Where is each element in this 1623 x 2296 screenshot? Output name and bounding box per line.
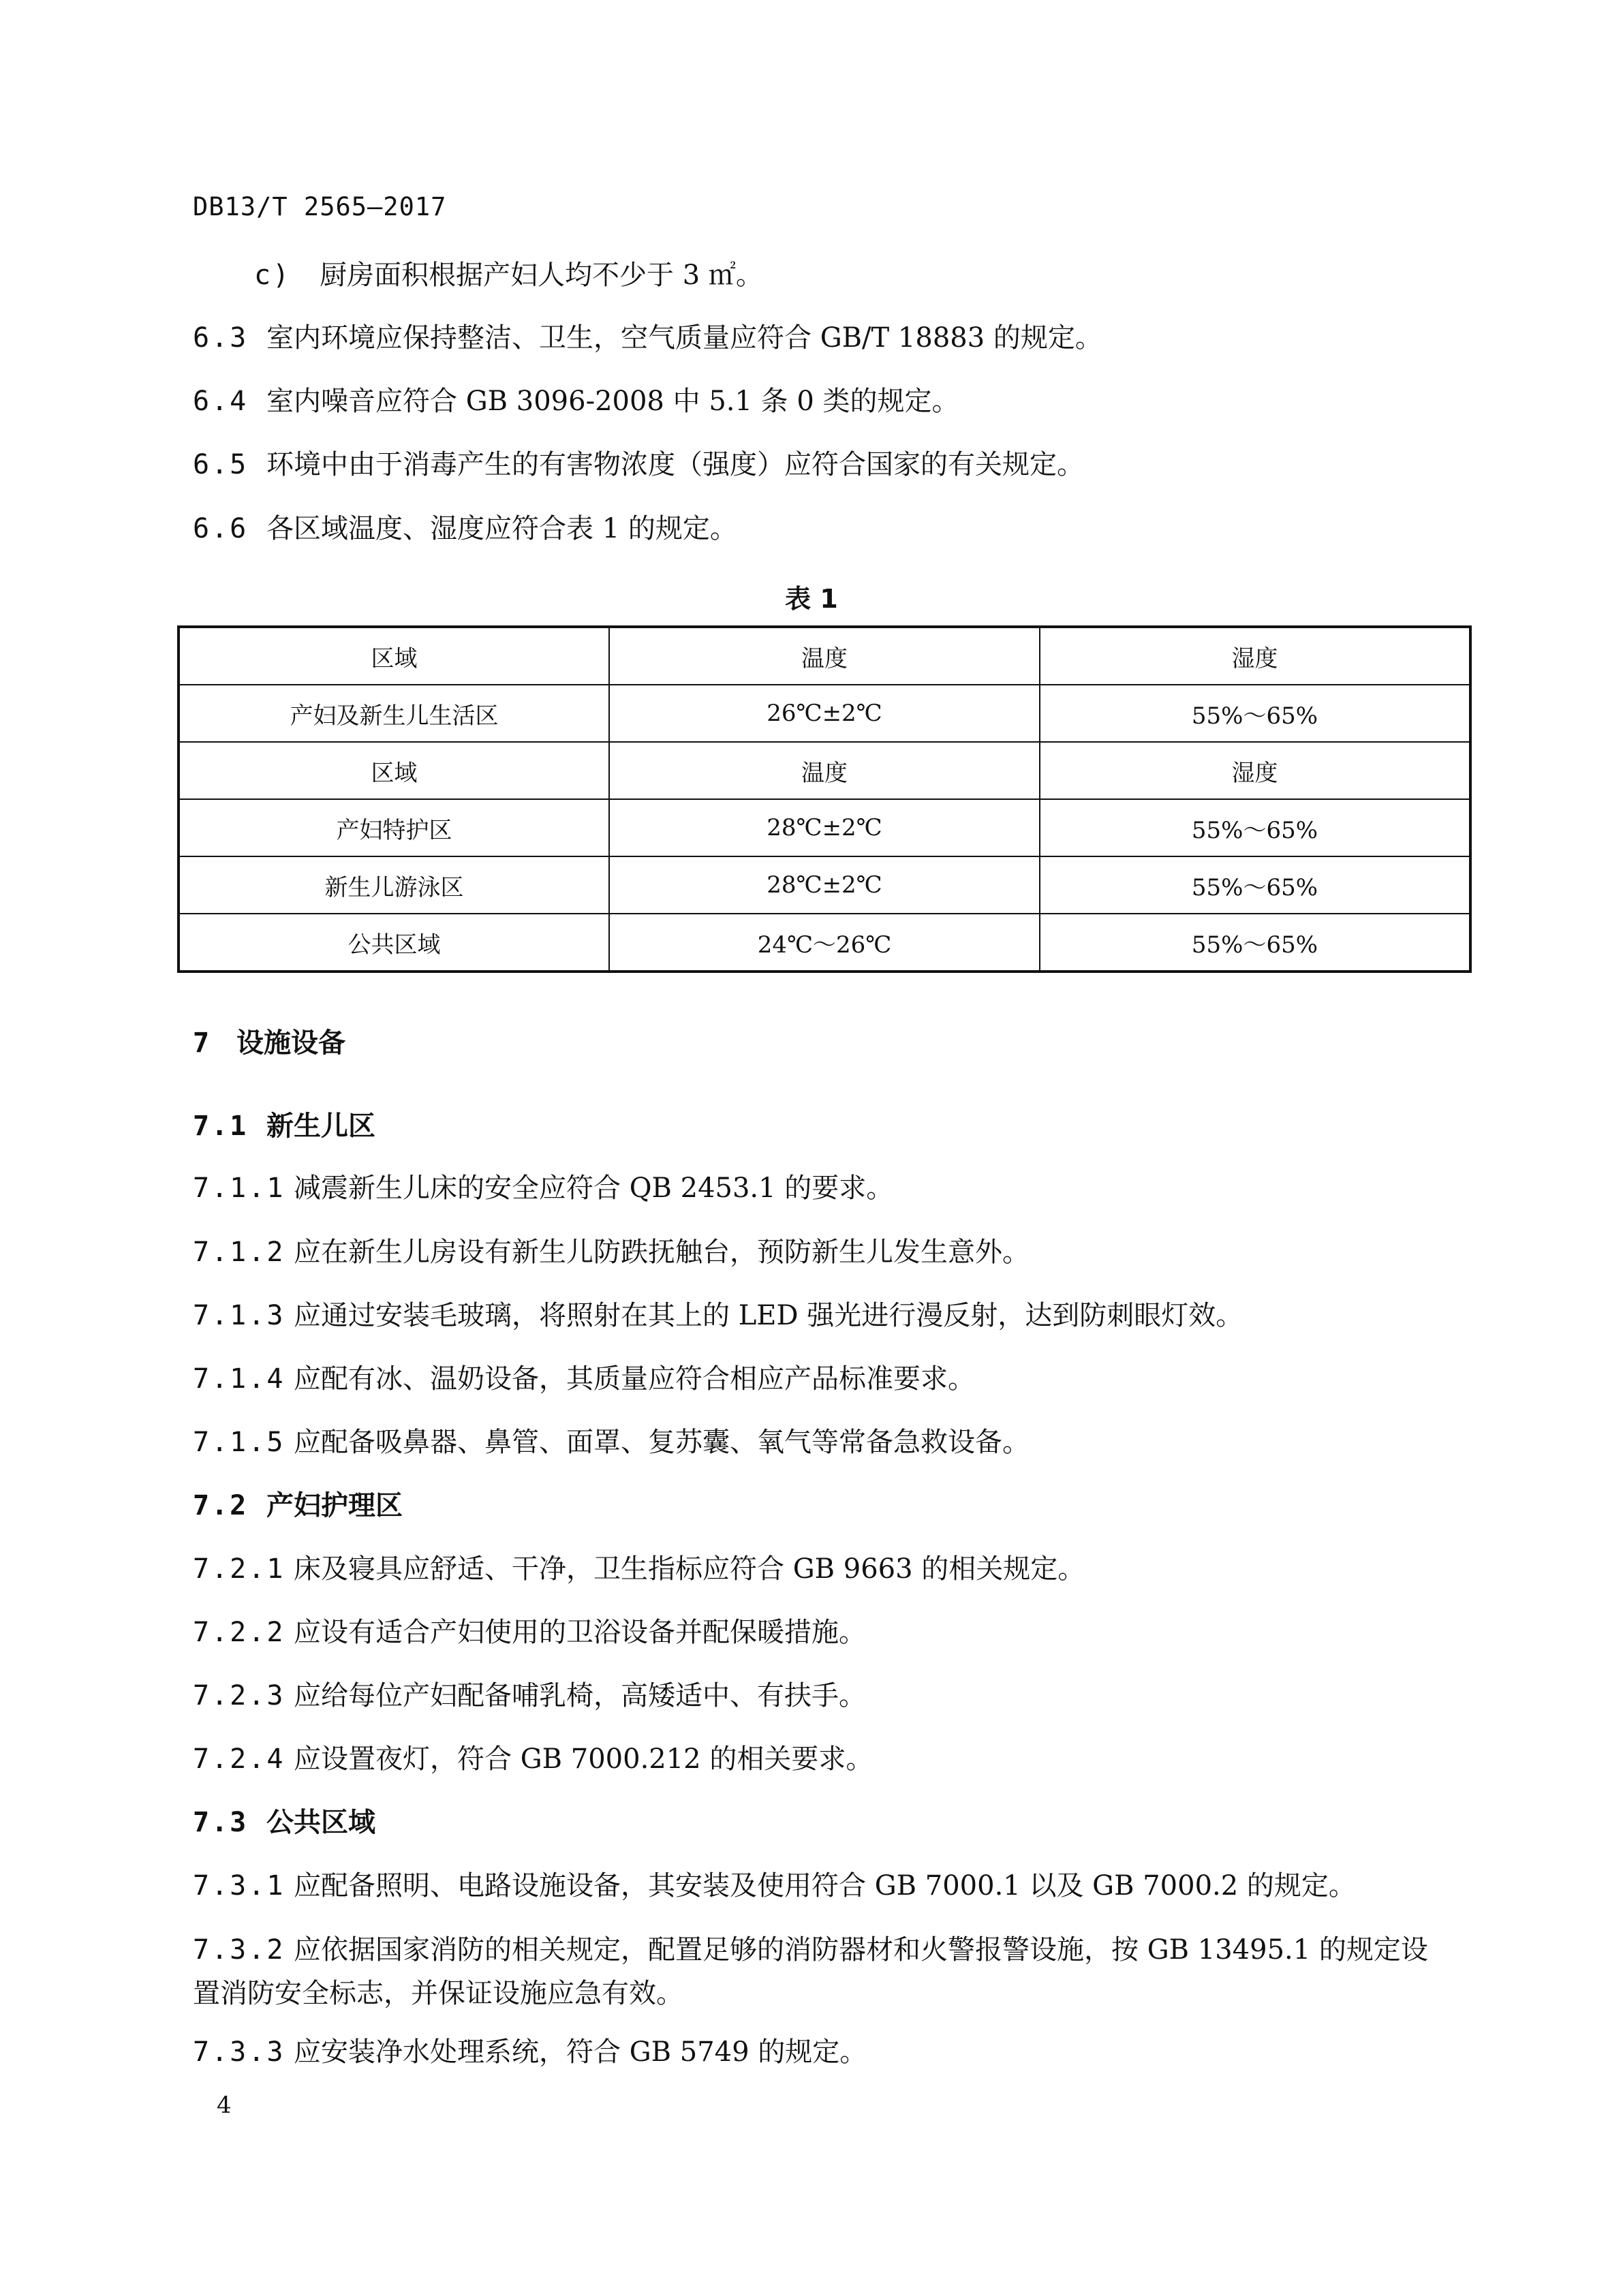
clause-number: 7.1.3 bbox=[193, 1300, 285, 1331]
page-number: 4 bbox=[217, 2092, 232, 2119]
clause-6-6 bbox=[193, 511, 737, 546]
clause-6-5 bbox=[193, 447, 1084, 482]
table-cell: 新生儿游泳区 bbox=[179, 856, 609, 914]
clause-number: 7.3.3 bbox=[193, 2036, 285, 2068]
clause-number: 7.2.2 bbox=[193, 1617, 285, 1648]
clause-number: 7.1.5 bbox=[193, 1427, 285, 1458]
table-row bbox=[179, 914, 1470, 972]
clause-7-1-4 bbox=[193, 1361, 975, 1397]
clause-number: 6.4 bbox=[193, 386, 249, 417]
clause-7-3-3 bbox=[193, 2034, 867, 2070]
clause-7-2-1 bbox=[193, 1551, 1085, 1587]
clause-text: 环境中由于消毒产生的有害物浓度（强度）应符合国家的有关规定。 bbox=[266, 449, 1084, 480]
clause-number: 6.3 bbox=[193, 322, 249, 354]
clause-text: 应依据国家消防的相关规定，配置足够的消防器材和火警报警设施，按 GB 13495.1 的规定设置消防安全标志，并保证设施应急有效。 bbox=[193, 1934, 1428, 2009]
clause-number: 7.1.1 bbox=[193, 1173, 285, 1204]
item-text: 厨房面积根据产妇人均不少于 3 ㎡。 bbox=[320, 260, 763, 291]
table-cell: 55%～65% bbox=[1040, 685, 1470, 742]
clause-text: 应配备吸鼻器、鼻管、面罩、复苏囊、氧气等常备急救设备。 bbox=[294, 1427, 1030, 1458]
table-row bbox=[179, 799, 1470, 856]
clause-number: 7.3.2 bbox=[193, 1934, 285, 1966]
table-cell: 区域 bbox=[179, 742, 609, 799]
environment-table bbox=[177, 625, 1472, 973]
clause-text: 应设置夜灯，符合 GB 7000.212 的相关要求。 bbox=[294, 1743, 874, 1775]
subsection-title: 新生儿区 bbox=[266, 1111, 375, 1142]
list-item bbox=[254, 258, 763, 293]
table-cell: 湿度 bbox=[1040, 627, 1470, 685]
standard-code: DB13/T 2565—2017 bbox=[193, 192, 447, 221]
table-cell: 温度 bbox=[609, 627, 1040, 685]
clause-7-3-1 bbox=[193, 1868, 1356, 1904]
section-number: 7 bbox=[193, 1027, 212, 1059]
table-cell: 28℃±2℃ bbox=[609, 856, 1040, 914]
table-cell: 产妇及新生儿生活区 bbox=[179, 685, 609, 742]
table-cell: 55%～65% bbox=[1040, 914, 1470, 972]
table-cell: 温度 bbox=[609, 742, 1040, 799]
table-cell: 公共区域 bbox=[179, 914, 609, 972]
clause-number: 7.2.1 bbox=[193, 1553, 285, 1585]
clause-6-3 bbox=[193, 320, 1102, 356]
table-cell: 24℃～26℃ bbox=[609, 914, 1040, 972]
clause-7-2-2 bbox=[193, 1615, 866, 1650]
clause-number: 6.6 bbox=[193, 513, 249, 544]
clause-number: 7.1.4 bbox=[193, 1363, 285, 1395]
clause-7-2-3 bbox=[193, 1678, 866, 1713]
table-cell: 26℃±2℃ bbox=[609, 685, 1040, 742]
subsection-heading bbox=[193, 1488, 403, 1523]
clause-7-1-2 bbox=[193, 1235, 1030, 1270]
clause-text: 应在新生儿房设有新生儿防跌抚触台，预防新生儿发生意外。 bbox=[294, 1237, 1030, 1268]
item-number: c) bbox=[254, 260, 292, 291]
subsection-heading bbox=[193, 1805, 375, 1840]
clause-text: 室内噪音应符合 GB 3096-2008 中 5.1 条 0 类的规定。 bbox=[266, 386, 959, 417]
clause-text: 室内环境应保持整洁、卫生，空气质量应符合 GB/T 18883 的规定。 bbox=[266, 322, 1102, 354]
subsection-number: 7.3 bbox=[193, 1807, 249, 1838]
subsection-heading bbox=[193, 1108, 375, 1144]
table-row bbox=[179, 742, 1470, 799]
subsection-number: 7.2 bbox=[193, 1490, 249, 1521]
table-title: 表 1 bbox=[785, 584, 838, 614]
clause-number: 7.2.4 bbox=[193, 1743, 285, 1775]
clause-number: 7.2.3 bbox=[193, 1680, 285, 1711]
subsection-title: 公共区域 bbox=[266, 1807, 375, 1838]
subsection-number: 7.1 bbox=[193, 1111, 249, 1142]
clause-7-2-4 bbox=[193, 1741, 873, 1777]
clause-number: 6.5 bbox=[193, 449, 249, 480]
clause-text: 床及寝具应舒适、干净，卫生指标应符合 GB 9663 的相关规定。 bbox=[294, 1553, 1085, 1585]
table-cell: 区域 bbox=[179, 627, 609, 685]
clause-text: 应给每位产妇配备哺乳椅，高矮适中、有扶手。 bbox=[294, 1680, 866, 1711]
clause-number: 7.1.2 bbox=[193, 1237, 285, 1268]
clause-text: 应配备照明、电路设施设备，其安装及使用符合 GB 7000.1 以及 GB 7000.2 的规定。 bbox=[294, 1870, 1356, 1902]
clause-text: 各区域温度、湿度应符合表 1 的规定。 bbox=[266, 513, 737, 544]
table-cell: 湿度 bbox=[1040, 742, 1470, 799]
clause-7-1-3 bbox=[193, 1298, 1243, 1333]
clause-text: 应设有适合产妇使用的卫浴设备并配保暖措施。 bbox=[294, 1617, 866, 1648]
table-row bbox=[179, 627, 1470, 685]
clause-7-3-2 bbox=[193, 1928, 1440, 2015]
table-cell: 产妇特护区 bbox=[179, 799, 609, 856]
clause-number: 7.3.1 bbox=[193, 1870, 285, 1902]
clause-6-4 bbox=[193, 384, 959, 419]
clause-7-1-5 bbox=[193, 1425, 1030, 1460]
clause-text: 应安装净水处理系统，符合 GB 5749 的规定。 bbox=[294, 2036, 867, 2068]
table-row bbox=[179, 685, 1470, 742]
clause-7-1-1 bbox=[193, 1170, 893, 1206]
section-title: 设施设备 bbox=[236, 1027, 345, 1059]
subsection-title: 产妇护理区 bbox=[266, 1490, 403, 1521]
table-cell: 28℃±2℃ bbox=[609, 799, 1040, 856]
clause-text: 减震新生儿床的安全应符合 QB 2453.1 的要求。 bbox=[294, 1173, 894, 1204]
table-cell: 55%～65% bbox=[1040, 856, 1470, 914]
clause-text: 应配有冰、温奶设备，其质量应符合相应产品标准要求。 bbox=[294, 1363, 975, 1395]
clause-text: 应通过安装毛玻璃，将照射在其上的 LED 强光进行漫反射，达到防刺眼灯效。 bbox=[294, 1300, 1243, 1331]
table-cell: 55%～65% bbox=[1040, 799, 1470, 856]
section-heading bbox=[193, 1025, 345, 1061]
table-row bbox=[179, 856, 1470, 914]
